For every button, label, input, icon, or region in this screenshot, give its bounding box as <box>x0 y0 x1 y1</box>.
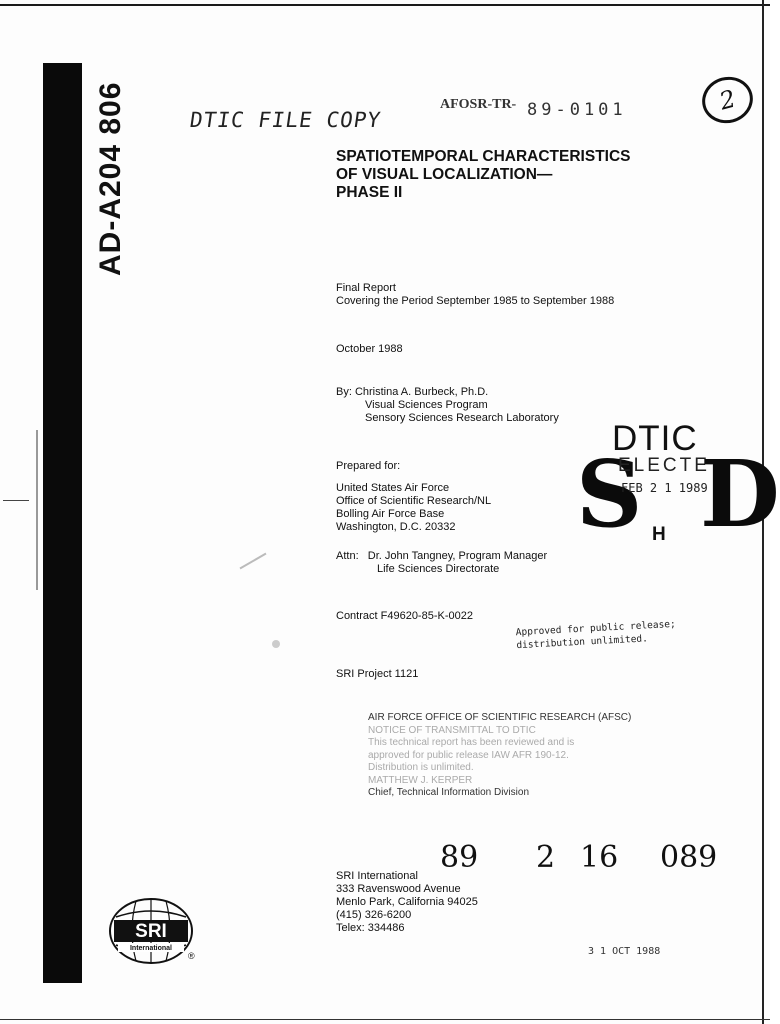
stamp-d-letter: D <box>700 440 780 548</box>
scan-speck <box>3 500 29 501</box>
logo-subtext: International <box>129 945 173 952</box>
dtic-stamp-title: DTIC <box>612 419 698 458</box>
sri-telex: Telex: 334486 <box>336 922 405 934</box>
notice-line: AIR FORCE OFFICE OF SCIENTIFIC RESEARCH (AFSC) <box>368 712 632 723</box>
notice-line: Chief, Technical Information Division <box>368 787 530 798</box>
prepared-for-block <box>336 482 491 534</box>
notice-line: NOTICE OF TRANSMITTAL TO DTIC <box>368 724 536 736</box>
report-type: Final Report <box>336 282 396 294</box>
title-line: OF VISUAL LOCALIZATION— <box>336 166 553 183</box>
doc-control-number: 16 <box>580 840 619 875</box>
sri-name: SRI International <box>336 870 418 882</box>
attn-name: Dr. John Tangney, Program Manager <box>367 550 548 562</box>
stamp-h-letter: H <box>652 524 666 545</box>
attn-block <box>336 550 547 576</box>
sri-phone: (415) 326-6200 <box>336 909 412 921</box>
title-line: SPATIOTEMPORAL CHARACTERISTICS <box>336 148 631 165</box>
approved-line: Approved for public release; <box>515 618 676 639</box>
scan-speck <box>272 640 280 648</box>
sri-logo <box>108 897 194 965</box>
title-line: PHASE II <box>336 184 403 201</box>
notice-line: This technical report has been reviewed and is <box>368 737 575 748</box>
stamp-s-letter: S <box>576 440 643 548</box>
afosr-number: 89-0101 <box>527 100 627 120</box>
sri-address-block <box>336 883 478 935</box>
contract-number: Contract F49620-85-K-0022 <box>336 610 473 622</box>
report-date: October 1988 <box>336 343 403 355</box>
electe-label: ELECTE <box>618 455 710 476</box>
black-side-bar <box>43 63 82 983</box>
approved-stamp <box>515 618 676 652</box>
scan-speck <box>240 553 267 570</box>
author-block <box>336 386 559 425</box>
registered-mark: ® <box>188 951 195 961</box>
report-type-block <box>336 282 614 308</box>
afosr-notice <box>368 712 631 800</box>
accession-number: AD-A204 806 <box>94 81 127 276</box>
sri-address: 333 Ravenswood Avenue <box>336 883 461 895</box>
received-date-stamp: 3 1 OCT 1988 <box>588 946 661 957</box>
scan-speck <box>36 430 38 590</box>
report-period: Covering the Period September 1985 to September 1988 <box>336 295 615 307</box>
sri-project: SRI Project 1121 <box>336 668 419 680</box>
doc-control-number: 89 <box>440 840 479 875</box>
author-lab: Sensory Sciences Research Laboratory <box>365 412 559 424</box>
copy-number-circle: 2 <box>697 71 758 129</box>
logo-text: SRI <box>135 921 167 942</box>
electe-date: FEB 2 1 1989 <box>621 481 708 495</box>
address-line: United States Air Force <box>336 482 450 494</box>
address-line: Washington, D.C. 20332 <box>336 521 456 533</box>
prepared-label: Prepared for: <box>336 460 401 472</box>
notice-line: approved for public release IAW AFR 190-12. <box>368 749 569 761</box>
author-name: By: Christina A. Burbeck, Ph.D. <box>336 386 489 398</box>
doc-control-number: 2 <box>536 840 556 875</box>
file-copy-stamp: DTIC FILE COPY <box>188 108 383 132</box>
sri-city: Menlo Park, California 94025 <box>336 896 478 908</box>
afosr-label: AFOSR-TR- <box>440 97 517 112</box>
scan-edge-bottom <box>0 1019 770 1020</box>
scan-edge-top <box>0 4 770 6</box>
attn-dept: Life Sciences Directorate <box>377 563 500 575</box>
attn-label: Attn: <box>336 550 359 562</box>
doc-control-number: 089 <box>660 840 718 875</box>
approved-line: distribution unlimited. <box>516 633 649 652</box>
report-title <box>336 148 631 202</box>
author-program: Visual Sciences Program <box>365 399 488 411</box>
address-line: Office of Scientific Research/NL <box>336 495 492 507</box>
notice-line: Distribution is unlimited. <box>368 762 474 773</box>
notice-line: MATTHEW J. KERPER <box>368 774 473 786</box>
address-line: Bolling Air Force Base <box>336 508 445 520</box>
